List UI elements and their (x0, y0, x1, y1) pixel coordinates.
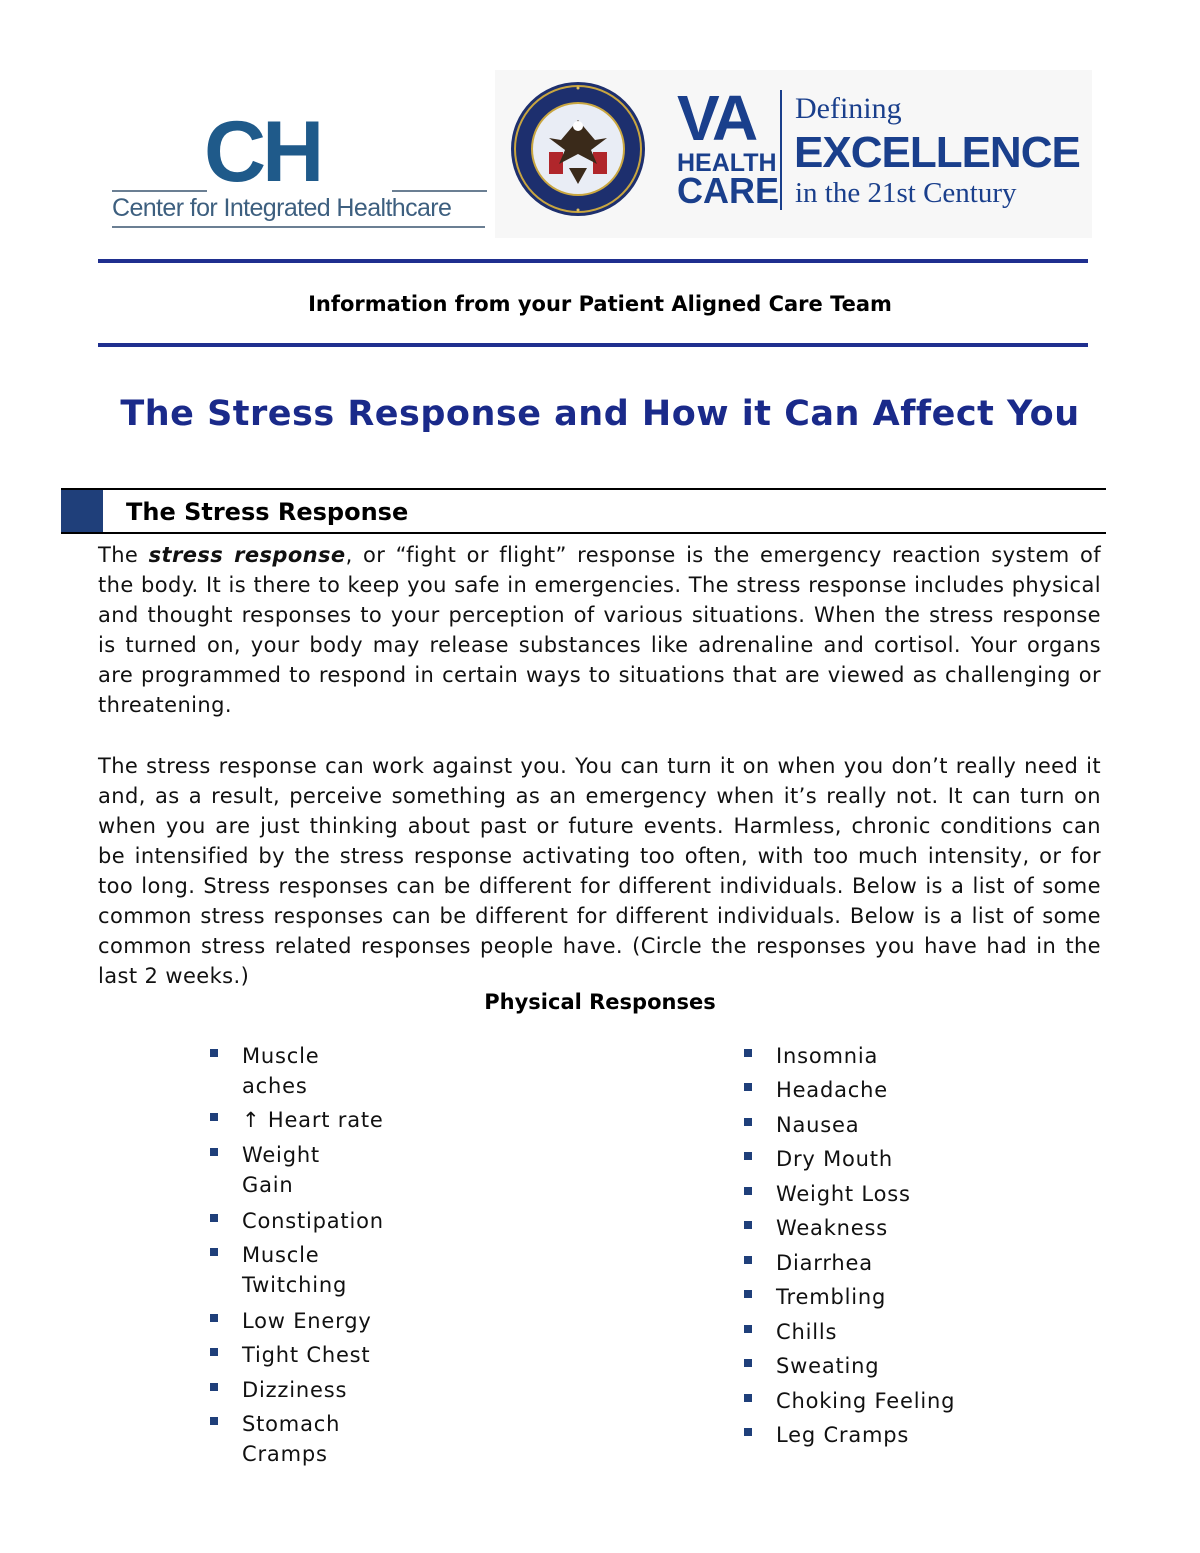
list-item: Sweating (740, 1351, 1040, 1381)
square-bullet-icon (210, 1417, 218, 1425)
ch-logo-letters: CH (204, 104, 321, 200)
list-item: ↑ Heart rate (206, 1105, 442, 1135)
va-care-text: CARE (677, 170, 780, 211)
va-century-text: in the 21st Century (795, 177, 1017, 209)
square-bullet-icon (210, 1214, 218, 1222)
list-item: Tight Chest (206, 1340, 442, 1370)
list-item: Dizziness (206, 1375, 442, 1405)
list-item: Muscle Twitching (206, 1240, 352, 1300)
paragraph-details: The stress response can work against you. You can turn it on when you don’t really need it and, as a result, perceive something as an emergency when it’s really not. It can turn on when you are just thinking about past or future events. Harmless, chronic conditions can be intensified by the stress response activating too often, with too much intensity, or for too long. Stress responses can be different for different individuals. Below is a list of some common stress responses can be different for different individuals. Below is a list of some common stress related responses people have. (Circle the responses you have had in the last 2 weeks.) (98, 754, 1101, 988)
va-defining-text: Defining (795, 92, 902, 125)
list-item: Chills (740, 1317, 1040, 1347)
va-divider (780, 90, 782, 210)
square-bullet-icon (210, 1148, 218, 1156)
paragraph-intro (98, 540, 1101, 720)
list-item: Diarrhea (740, 1248, 1040, 1278)
va-excellence-text: EXCELLENCE (794, 128, 1080, 177)
right-response-list (740, 1041, 1040, 1450)
list-item: Choking Feeling (740, 1386, 1040, 1416)
top-rule (98, 259, 1088, 263)
ch-logo (112, 104, 487, 232)
list-item: Muscle aches (206, 1041, 352, 1101)
va-health-text: HEALTH (677, 149, 777, 177)
square-bullet-icon (744, 1428, 752, 1436)
square-bullet-icon (744, 1359, 752, 1367)
list-item: Low Energy (206, 1306, 442, 1336)
square-bullet-icon (744, 1083, 752, 1091)
list-item: Headache (740, 1075, 1040, 1105)
square-bullet-icon (210, 1348, 218, 1356)
square-bullet-icon (210, 1049, 218, 1057)
paragraph-intro-emphasis: stress response (148, 543, 346, 567)
square-bullet-icon (744, 1290, 752, 1298)
ch-logo-rule-right (392, 190, 487, 192)
square-bullet-icon (210, 1383, 218, 1391)
left-response-list (206, 1041, 436, 1469)
list-item: Constipation (206, 1206, 442, 1236)
square-bullet-icon (744, 1118, 752, 1126)
physical-responses-heading: Physical Responses (484, 990, 716, 1014)
va-seal-icon (509, 80, 647, 218)
square-bullet-icon (744, 1394, 752, 1402)
paragraph-intro-prefix: The (98, 543, 149, 567)
section-marker (61, 490, 103, 532)
square-bullet-icon (210, 1248, 218, 1256)
square-bullet-icon (744, 1187, 752, 1195)
list-item: Nausea (740, 1110, 1040, 1140)
list-item: Weight Gain (206, 1140, 352, 1200)
list-item: Insomnia (740, 1041, 1040, 1071)
list-item: Weakness (740, 1213, 1040, 1243)
square-bullet-icon (744, 1256, 752, 1264)
paragraph-intro-body: , or “fight or flight” response is the emergency reaction system of the body. It is there to keep you safe in emergencies. The stress response includes physical and thought responses to your perception of various situations. When the stress response is turned on, your body may release substances like adrenaline and cortisol. Your organs are programmed to respond in certain ways to situations that are viewed as challenging or threatening. (98, 543, 1101, 717)
list-item: Leg Cramps (740, 1420, 1040, 1450)
ch-logo-subtitle: Center for Integrated Healthcare (112, 194, 452, 222)
page-title: The Stress Response and How it Can Affect You (120, 394, 1080, 434)
square-bullet-icon (744, 1049, 752, 1057)
section-title: The Stress Response (126, 498, 409, 526)
ch-logo-underline (112, 226, 485, 228)
ch-logo-rule-left (112, 190, 207, 192)
square-bullet-icon (744, 1221, 752, 1229)
square-bullet-icon (210, 1314, 218, 1322)
team-line: Information from your Patient Aligned Care Team (308, 292, 892, 316)
square-bullet-icon (744, 1152, 752, 1160)
list-item: Dry Mouth (740, 1144, 1040, 1174)
bottom-rule (98, 343, 1088, 347)
list-item: Trembling (740, 1282, 1040, 1312)
section-header (61, 488, 1106, 534)
square-bullet-icon (210, 1113, 218, 1121)
square-bullet-icon (744, 1325, 752, 1333)
va-logo-text: VA (677, 82, 756, 154)
va-banner (495, 70, 1092, 238)
list-item: Weight Loss (740, 1179, 1040, 1209)
list-item: Stomach Cramps (206, 1409, 352, 1469)
